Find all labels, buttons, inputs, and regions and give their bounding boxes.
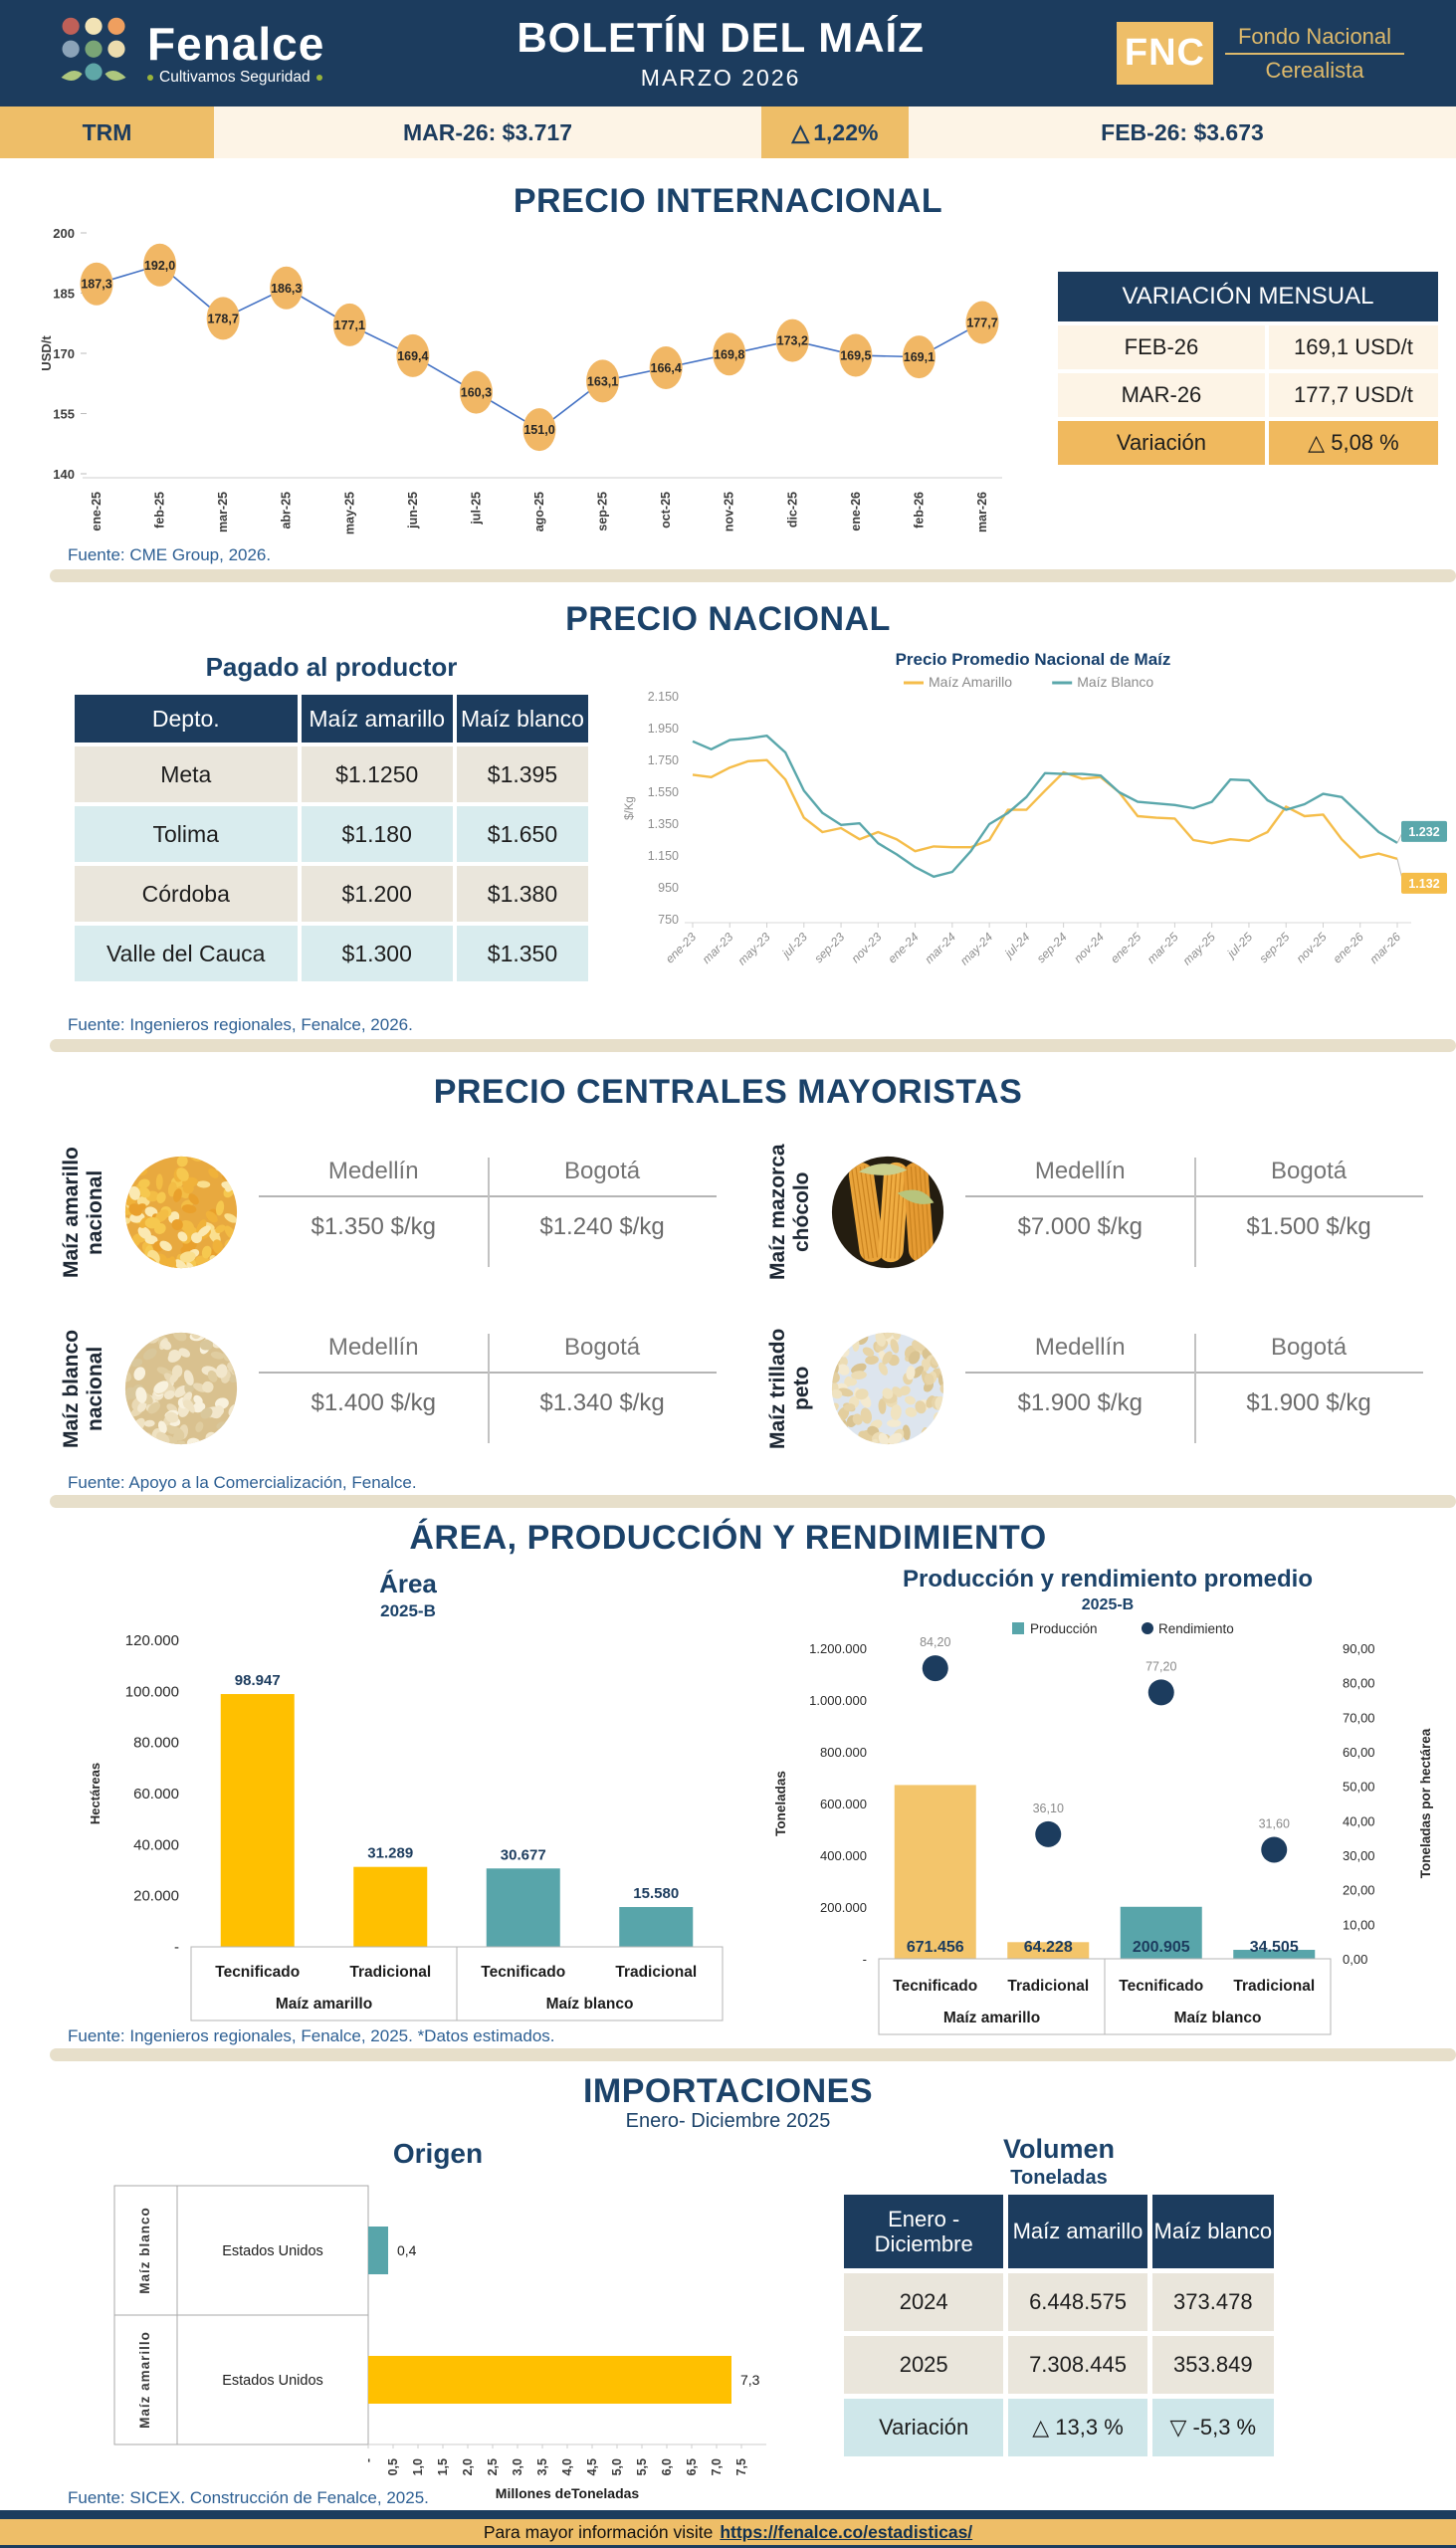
price-bogota: $1.900 $/kg (1246, 1389, 1371, 1416)
price-medellin: $1.900 $/kg (1017, 1389, 1143, 1416)
svg-text:-: - (174, 1939, 179, 1956)
column-divider (488, 1158, 490, 1267)
national-price-chart (615, 649, 1451, 997)
svg-text:169,4: 169,4 (397, 348, 429, 363)
svg-text:Hectáreas: Hectáreas (88, 1762, 103, 1825)
svg-text:77,20: 77,20 (1145, 1659, 1177, 1674)
svg-text:7,3: 7,3 (740, 2372, 760, 2388)
volumen-table (844, 2195, 1274, 2461)
svg-text:2025-B: 2025-B (1081, 1596, 1135, 1613)
svg-text:sep-25: sep-25 (1256, 930, 1293, 966)
col-header: Maíz blanco (1152, 2195, 1274, 2268)
svg-text:mar-26: mar-26 (1366, 930, 1404, 966)
svg-text:Toneladas por hectárea: Toneladas por hectárea (1418, 1728, 1433, 1879)
svg-text:60.000: 60.000 (133, 1786, 179, 1803)
svg-text:90,00: 90,00 (1343, 1641, 1375, 1656)
cell: 6.448.575 (1008, 2273, 1146, 2331)
volumen-subtitle: Toneladas (1010, 2167, 1108, 2189)
svg-text:Tradicional: Tradicional (349, 1964, 432, 1981)
volumen-title: Volumen (1002, 2134, 1115, 2164)
svg-text:1.132: 1.132 (1408, 876, 1440, 891)
svg-text:80,00: 80,00 (1343, 1675, 1375, 1691)
cell: 353.849 (1152, 2336, 1274, 2394)
svg-text:163,1: 163,1 (586, 374, 619, 389)
table-row-variation (1058, 421, 1438, 465)
svg-text:Estados Unidos: Estados Unidos (222, 2373, 323, 2389)
svg-text:0,00: 0,00 (1343, 1952, 1368, 1967)
svg-text:Maíz amarillo: Maíz amarillo (942, 2010, 1041, 2026)
svg-text:200: 200 (53, 226, 75, 241)
source-ingenieros-2026: Fuente: Ingenieros regionales, Fenalce, 2026. (68, 1015, 413, 1034)
section-title-internacional: PRECIO INTERNACIONAL (513, 182, 943, 220)
header (0, 0, 1456, 106)
svg-text:Rendimiento: Rendimiento (1158, 1621, 1234, 1636)
section-title-area: ÁREA, PRODUCCIÓN Y RENDIMIENTO (409, 1519, 1047, 1557)
table-row (1058, 373, 1438, 417)
svg-text:jul-24: jul-24 (1001, 930, 1033, 960)
cell: $1.650 (457, 806, 588, 862)
col-header: Maíz amarillo (1008, 2195, 1146, 2268)
svg-text:169,8: 169,8 (714, 347, 745, 362)
cell: 2024 (844, 2273, 1003, 2331)
table-row (75, 746, 588, 802)
svg-text:120.000: 120.000 (124, 1632, 179, 1649)
svg-text:169,1: 169,1 (903, 350, 936, 365)
tagline-text: Cultivamos Seguridad (159, 68, 311, 86)
svg-text:Maíz Amarillo: Maíz Amarillo (929, 674, 1013, 690)
cell: $1.180 (302, 806, 453, 862)
svg-text:dic-25: dic-25 (785, 492, 800, 529)
svg-text:80.000: 80.000 (133, 1734, 179, 1752)
svg-text:1.950: 1.950 (647, 722, 679, 736)
svg-text:155: 155 (53, 406, 75, 422)
city-header-bogota: Bogotá (564, 1334, 641, 1361)
table-header-row (75, 695, 588, 743)
svg-text:Tradicional: Tradicional (1233, 1978, 1316, 1995)
svg-text:2.150: 2.150 (647, 690, 679, 704)
cell: Tolima (75, 806, 298, 862)
section-title-nacional: PRECIO NACIONAL (565, 600, 891, 638)
svg-text:98.947: 98.947 (234, 1672, 281, 1690)
down-triangle-icon: ▽ (1169, 2415, 1187, 2440)
row-value: 177,7 USD/t (1269, 373, 1438, 417)
brand-tagline (147, 69, 324, 87)
fnc-divider (1225, 53, 1404, 55)
svg-text:800.000: 800.000 (820, 1745, 867, 1760)
mayorista-item-blanco (60, 1304, 717, 1473)
brand-name: Fenalce (147, 17, 325, 70)
svg-text:200.905: 200.905 (1132, 1939, 1190, 1956)
source-sicex: Fuente: SICEX. Construcción de Fenalce, 2025. (68, 2488, 429, 2507)
price-table (965, 1334, 1423, 1443)
svg-text:Producción y rendimiento prome: Producción y rendimiento promedio (902, 1566, 1314, 1592)
svg-text:Millones deToneladas: Millones deToneladas (495, 2485, 640, 2501)
svg-text:173,2: 173,2 (776, 333, 808, 348)
svg-text:200.000: 200.000 (820, 1900, 867, 1915)
svg-text:3,0: 3,0 (511, 2458, 524, 2476)
svg-text:40.000: 40.000 (133, 1836, 179, 1854)
svg-text:-: - (361, 2458, 375, 2463)
product-label: Maíz mazorca chócolo (766, 1144, 814, 1281)
svg-text:2,5: 2,5 (486, 2458, 500, 2476)
importaciones-subtitle: Enero- Diciembre 2025 (625, 2110, 831, 2132)
svg-text:34.505: 34.505 (1249, 1939, 1299, 1956)
svg-text:mar-25: mar-25 (216, 492, 231, 532)
pagado-table (75, 695, 588, 985)
variacion-mensual-table (1058, 272, 1438, 465)
row-label: MAR-26 (1058, 373, 1265, 417)
svg-text:1.550: 1.550 (647, 785, 679, 799)
svg-text:1.200.000: 1.200.000 (809, 1641, 867, 1656)
svg-text:950: 950 (658, 881, 679, 895)
svg-text:feb-26: feb-26 (912, 492, 927, 529)
svg-text:3,5: 3,5 (535, 2458, 549, 2476)
svg-text:jul-25: jul-25 (469, 492, 484, 525)
section-divider (50, 1495, 1456, 1508)
fnc-line2: Cerealista (1265, 57, 1364, 83)
city-header-bogota: Bogotá (564, 1158, 641, 1184)
svg-text:64.228: 64.228 (1023, 1939, 1073, 1956)
footer-link[interactable]: https://fenalce.co/estadisticas/ (720, 2521, 973, 2542)
svg-text:jul-23: jul-23 (779, 930, 810, 960)
svg-text:31,60: 31,60 (1258, 1816, 1290, 1831)
svg-text:177,1: 177,1 (333, 318, 365, 332)
city-header-bogota: Bogotá (1271, 1334, 1348, 1361)
cell: $1.350 (457, 926, 588, 981)
svg-text:70,00: 70,00 (1343, 1710, 1375, 1726)
source-cme: Fuente: CME Group, 2026. (68, 545, 272, 564)
table-row (844, 2336, 1274, 2394)
source-apoyo: Fuente: Apoyo a la Comercialización, Fenalce. (68, 1473, 417, 1492)
cell: ▽ -5,3 % (1152, 2399, 1274, 2456)
international-price-chart (35, 217, 1040, 545)
section-title-importaciones: IMPORTACIONES (582, 2072, 874, 2110)
svg-text:Tecnificado: Tecnificado (481, 1964, 566, 1981)
svg-text:mar-23: mar-23 (699, 930, 736, 966)
mayorista-item-trillado (766, 1304, 1423, 1473)
price-bogota: $1.240 $/kg (539, 1213, 665, 1240)
svg-text:10,00: 10,00 (1343, 1917, 1375, 1933)
tagline-dot-icon (147, 75, 153, 81)
price-medellin: $1.350 $/kg (311, 1213, 436, 1240)
svg-text:4,5: 4,5 (585, 2458, 599, 2476)
svg-text:mar-25: mar-25 (1144, 930, 1181, 966)
col-header: Maíz blanco (457, 695, 588, 743)
footer-banner (0, 2519, 1456, 2545)
svg-text:169,5: 169,5 (840, 348, 872, 363)
table-header-row (844, 2195, 1274, 2268)
svg-text:Maíz amarillo: Maíz amarillo (137, 2331, 152, 2429)
city-header-bogota: Bogotá (1271, 1158, 1348, 1184)
row-label: Variación (1058, 421, 1265, 465)
svg-text:abr-25: abr-25 (279, 492, 294, 530)
area-bar-chart (70, 1565, 746, 2024)
svg-text:7,5: 7,5 (734, 2458, 748, 2476)
svg-text:2025-B: 2025-B (380, 1601, 436, 1620)
svg-text:6,5: 6,5 (685, 2458, 699, 2476)
svg-text:160,3: 160,3 (460, 385, 493, 400)
svg-text:Precio Promedio Nacional de Ma: Precio Promedio Nacional de Maíz (895, 650, 1171, 669)
table-row-variation (844, 2399, 1274, 2456)
svg-text:166,4: 166,4 (650, 361, 682, 376)
svg-text:ene-24: ene-24 (885, 930, 922, 966)
svg-text:4,0: 4,0 (560, 2458, 574, 2476)
svg-text:ene-23: ene-23 (662, 930, 700, 966)
svg-text:-: - (862, 1952, 867, 1967)
svg-text:ago-25: ago-25 (532, 492, 546, 532)
svg-text:sep-24: sep-24 (1033, 930, 1070, 966)
price-bogota: $1.340 $/kg (539, 1389, 665, 1416)
svg-text:0,4: 0,4 (397, 2242, 417, 2258)
svg-text:0,5: 0,5 (386, 2458, 400, 2476)
svg-text:2,0: 2,0 (461, 2458, 475, 2476)
cell: 2025 (844, 2336, 1003, 2394)
cell: $1.300 (302, 926, 453, 981)
footer-text: Para mayor información visite (483, 2521, 714, 2542)
svg-text:187,3: 187,3 (81, 277, 112, 292)
column-divider (488, 1334, 490, 1443)
svg-text:oct-25: oct-25 (659, 492, 674, 529)
yellow-corn-image (123, 1155, 239, 1270)
column-divider (1194, 1334, 1196, 1443)
svg-text:170: 170 (53, 346, 75, 361)
svg-text:$/Kg: $/Kg (624, 796, 636, 820)
city-header-medellin: Medellín (327, 1334, 419, 1361)
cell: $1.380 (457, 866, 588, 922)
svg-text:600.000: 600.000 (820, 1797, 867, 1811)
column-divider (1194, 1158, 1196, 1267)
svg-text:Maíz blanco: Maíz blanco (545, 1996, 634, 2013)
row-value: 169,1 USD/t (1269, 325, 1438, 369)
cell: $1.200 (302, 866, 453, 922)
product-label: Maíz trillado peto (766, 1328, 814, 1449)
section-divider (50, 569, 1456, 582)
table-row (844, 2273, 1274, 2331)
svg-text:186,3: 186,3 (271, 281, 303, 296)
svg-text:mar-24: mar-24 (922, 930, 958, 966)
trm-current: MAR-26: $3.717 (214, 106, 761, 158)
svg-text:20.000: 20.000 (133, 1887, 179, 1905)
svg-text:ene-26: ene-26 (848, 492, 863, 531)
svg-text:Maíz amarillo: Maíz amarillo (275, 1996, 373, 2013)
fnc-line1: Fondo Nacional (1237, 23, 1392, 49)
white-corn-image (123, 1331, 239, 1446)
cell: Valle del Cauca (75, 926, 298, 981)
svg-text:31.289: 31.289 (367, 1844, 414, 1862)
section-divider (50, 2048, 1456, 2061)
fnc-logo (1117, 22, 1404, 85)
cell: $1.1250 (302, 746, 453, 802)
source-ingenieros-2025: Fuente: Ingenieros regionales, Fenalce, 2025. *Datos estimados. (68, 2026, 555, 2045)
price-table (965, 1158, 1423, 1267)
trm-previous: FEB-26: $3.673 (909, 106, 1456, 158)
svg-text:1,5: 1,5 (436, 2458, 450, 2476)
svg-text:400.000: 400.000 (820, 1848, 867, 1863)
mayorista-item-amarillo (60, 1128, 717, 1297)
trm-variation (761, 106, 909, 158)
cell: Córdoba (75, 866, 298, 922)
product-label: Maíz amarillo nacional (60, 1147, 107, 1278)
svg-text:nov-25: nov-25 (1293, 930, 1330, 966)
col-header: Depto. (75, 695, 298, 743)
svg-text:100.000: 100.000 (124, 1683, 179, 1701)
trm-variation-value: 1,22% (813, 118, 879, 145)
section-title-mayoristas: PRECIO CENTRALES MAYORISTAS (433, 1073, 1023, 1111)
table-row (75, 806, 588, 862)
svg-text:1.232: 1.232 (1408, 824, 1440, 839)
svg-text:15.580: 15.580 (633, 1885, 680, 1903)
svg-text:7,0: 7,0 (710, 2458, 724, 2476)
svg-text:1.750: 1.750 (647, 753, 679, 767)
svg-text:Tecnificado: Tecnificado (215, 1964, 301, 1981)
page-subtitle: MARZO 2026 (640, 64, 801, 91)
svg-text:nov-25: nov-25 (722, 492, 736, 532)
fnc-text (1225, 24, 1404, 84)
col-header: Maíz amarillo (302, 695, 453, 743)
svg-text:may-25: may-25 (342, 492, 357, 535)
svg-text:5,0: 5,0 (610, 2458, 624, 2476)
svg-text:Tecnificado: Tecnificado (893, 1978, 978, 1995)
svg-text:may-24: may-24 (957, 930, 996, 968)
price-bogota: $1.500 $/kg (1246, 1213, 1371, 1240)
row-value (1269, 421, 1438, 465)
peeled-corn-image (830, 1331, 945, 1446)
svg-text:ene-25: ene-25 (1107, 930, 1144, 966)
cell: $1.395 (457, 746, 588, 802)
svg-text:40,00: 40,00 (1343, 1813, 1375, 1829)
price-medellin: $1.400 $/kg (311, 1389, 436, 1416)
city-header-medellin: Medellín (327, 1158, 419, 1184)
product-label: Maíz blanco nacional (60, 1329, 107, 1448)
svg-text:Maíz Blanco: Maíz Blanco (1077, 674, 1154, 690)
svg-text:sep-25: sep-25 (595, 492, 610, 531)
svg-text:1,0: 1,0 (411, 2458, 425, 2476)
mayorista-item-chocolo (766, 1128, 1423, 1297)
pagado-al-productor-title: Pagado al productor (205, 652, 458, 682)
bulletin-title-block (517, 15, 925, 91)
city-header-medellin: Medellín (1034, 1158, 1126, 1184)
cell: 373.478 (1152, 2273, 1274, 2331)
svg-text:84,20: 84,20 (920, 1635, 951, 1650)
svg-text:1.350: 1.350 (647, 817, 679, 831)
up-triangle-icon: △ (1032, 2415, 1050, 2440)
svg-text:151,0: 151,0 (523, 423, 555, 438)
cell: 7.308.445 (1008, 2336, 1146, 2394)
trm-bar (0, 106, 1456, 158)
row-label: FEB-26 (1058, 325, 1265, 369)
svg-text:feb-25: feb-25 (152, 492, 167, 529)
svg-text:ene-26: ene-26 (1330, 930, 1366, 966)
svg-text:mar-26: mar-26 (975, 492, 989, 532)
svg-text:ene-25: ene-25 (90, 492, 104, 531)
svg-text:5,5: 5,5 (635, 2458, 649, 2476)
svg-text:Tecnificado: Tecnificado (1119, 1978, 1204, 1995)
section-divider (50, 1039, 1456, 1052)
price-medellin: $7.000 $/kg (1017, 1213, 1143, 1240)
svg-text:36,10: 36,10 (1032, 1801, 1064, 1815)
svg-text:178,7: 178,7 (207, 312, 239, 326)
svg-text:nov-23: nov-23 (848, 930, 885, 966)
svg-text:30.677: 30.677 (500, 1846, 546, 1864)
svg-text:1.000.000: 1.000.000 (809, 1693, 867, 1708)
svg-text:nov-24: nov-24 (1071, 930, 1108, 966)
table-row (75, 866, 588, 922)
price-table (259, 1334, 717, 1443)
cell: △ 13,3 % (1008, 2399, 1146, 2456)
svg-text:may-23: may-23 (734, 930, 773, 968)
cell: Variación (844, 2399, 1003, 2456)
corn-cobs-image (830, 1155, 945, 1270)
svg-text:177,7: 177,7 (966, 316, 998, 330)
svg-text:140: 140 (53, 467, 75, 482)
cell: Meta (75, 746, 298, 802)
fenalce-logo-icon (52, 11, 137, 97)
svg-text:USD/t: USD/t (39, 335, 54, 371)
origen-chart-title: Origen (392, 2138, 484, 2169)
svg-text:192,0: 192,0 (143, 258, 176, 273)
production-yield-chart (761, 1561, 1453, 2038)
svg-text:jun-25: jun-25 (405, 492, 420, 529)
price-table (259, 1158, 717, 1267)
origen-hbar-chart (60, 2178, 816, 2506)
svg-text:60,00: 60,00 (1343, 1745, 1375, 1760)
page-title: BOLETÍN DEL MAÍZ (517, 14, 925, 62)
fnc-abbr: FNC (1117, 22, 1213, 85)
trm-label: TRM (0, 106, 214, 158)
fenalce-logo (52, 11, 324, 97)
footer-navy-stripe (0, 2510, 1456, 2519)
svg-text:Maíz blanco: Maíz blanco (137, 2207, 152, 2294)
svg-text:Estados Unidos: Estados Unidos (222, 2243, 323, 2259)
svg-text:may-25: may-25 (1179, 930, 1218, 968)
svg-text:30,00: 30,00 (1343, 1848, 1375, 1863)
variation-value: 5,08 % (1331, 430, 1399, 455)
svg-text:Tradicional: Tradicional (1007, 1978, 1090, 1995)
col-header: Enero - Diciembre (844, 2195, 1003, 2268)
city-header-medellin: Medellín (1034, 1334, 1126, 1361)
svg-text:750: 750 (658, 913, 679, 927)
tagline-dot-icon (316, 75, 322, 81)
table-row (1058, 325, 1438, 369)
svg-text:Producción: Producción (1030, 1621, 1098, 1636)
svg-text:Área: Área (379, 1569, 437, 1598)
table-row (75, 926, 588, 981)
svg-text:671.456: 671.456 (906, 1939, 964, 1956)
svg-text:1.150: 1.150 (647, 849, 679, 863)
variacion-table-header: VARIACIÓN MENSUAL (1058, 272, 1438, 321)
svg-text:Tradicional: Tradicional (615, 1964, 698, 1981)
svg-text:jul-25: jul-25 (1224, 930, 1256, 960)
svg-text:185: 185 (53, 286, 75, 302)
up-triangle-icon: △ (1308, 430, 1326, 455)
svg-text:Toneladas: Toneladas (773, 1771, 788, 1836)
svg-text:sep-23: sep-23 (811, 930, 848, 966)
up-triangle-icon: △ (791, 118, 810, 145)
svg-text:6,0: 6,0 (660, 2458, 674, 2476)
svg-text:50,00: 50,00 (1343, 1779, 1375, 1795)
svg-text:20,00: 20,00 (1343, 1882, 1375, 1898)
svg-text:Maíz blanco: Maíz blanco (1173, 2010, 1262, 2026)
